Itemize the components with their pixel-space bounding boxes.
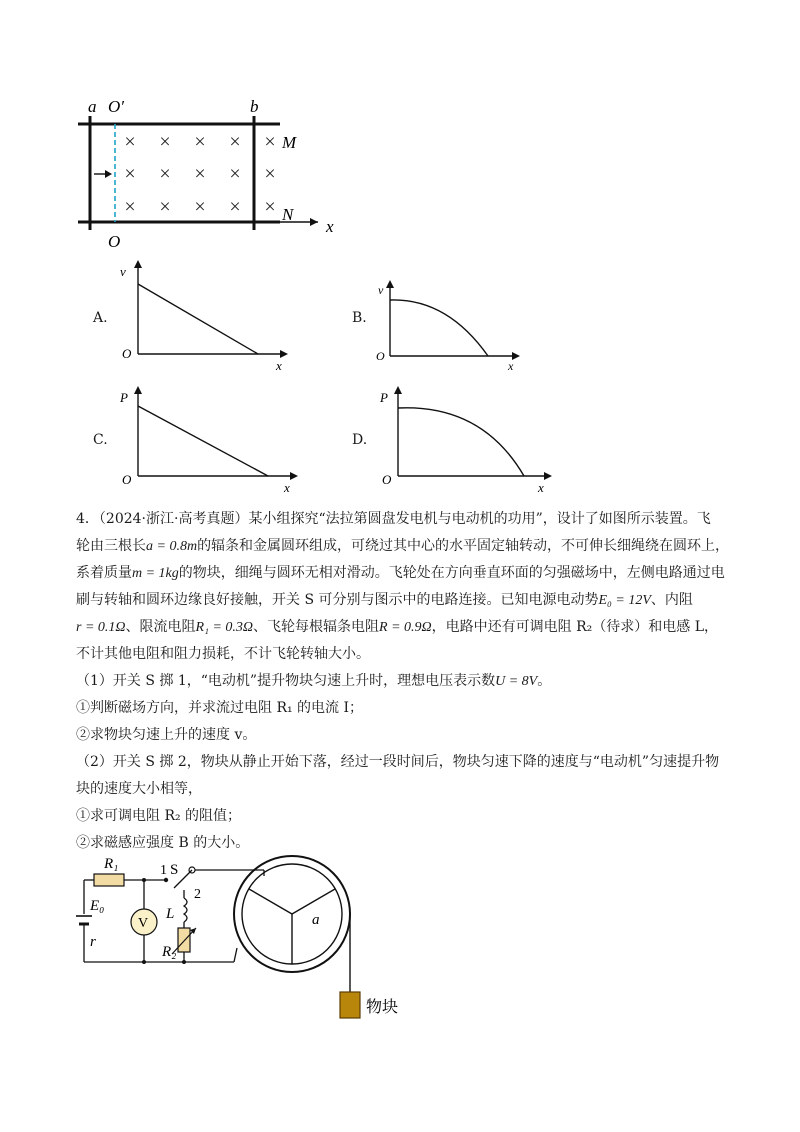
axis-x-B: x <box>508 359 514 372</box>
label-b: b <box>250 97 259 116</box>
axis-y-C: P <box>120 390 128 405</box>
field-cross: × <box>159 163 171 185</box>
label-M: M <box>282 133 297 152</box>
curve-D <box>398 408 524 476</box>
option-D-label: D. <box>352 432 368 448</box>
axis-y-D: P <box>380 390 388 405</box>
label-N: N <box>282 205 294 224</box>
question-2-ii: ②求磁感应强度 B 的大小。 <box>76 835 250 851</box>
origin-A: O <box>122 346 132 361</box>
option-C-graph <box>112 384 302 496</box>
question-2-i: ①求可调电阻 R₂ 的阻值； <box>76 808 242 824</box>
option-B-label: B. <box>352 310 367 326</box>
label-a-spoke: a <box>312 912 320 928</box>
problem-line-4: 刷与转轴和圆环边缘良好接触，开关 S 可分别与图示中的电路连接。已知电源电动势E₀ = 12V、内阻 <box>76 592 693 608</box>
field-cross: × <box>194 131 206 153</box>
resistor-R1 <box>94 874 124 886</box>
question-1: （1）开关 S 掷 1，“电动机”提升物块匀速上升时，理想电压表示数U = 8V。 <box>76 673 552 689</box>
field-cross: × <box>264 131 276 153</box>
problem-line-2: 轮由三根长a = 0.8m的辐条和金属圆环组成，可绕过其中心的水平固定轴转动，不可伸长细绳绕在圆环上， <box>76 538 730 554</box>
problem-line-5: r = 0.1Ω、限流电阻R₁ = 0.3Ω、飞轮每根辐条电阻R = 0.9Ω，电路中还有可调电阻 R₂（待求）和电感 L， <box>76 619 719 635</box>
origin-D: O <box>382 472 392 487</box>
var-m: m = 1kg <box>132 566 179 581</box>
resistor-R2 <box>178 928 190 952</box>
label-L: L <box>166 906 175 922</box>
label-r: r <box>90 934 96 950</box>
field-cross: × <box>264 196 276 218</box>
label-S: S <box>170 862 179 878</box>
problem-number: 4． <box>76 511 99 527</box>
field-cross: × <box>159 131 171 153</box>
circuit-figure <box>74 852 410 1022</box>
field-cross: × <box>194 196 206 218</box>
curve-A <box>138 284 258 354</box>
curve-C <box>138 406 268 476</box>
problem-line-3: 系着质量m = 1kg的物块，细绳与圆环无相对滑动。飞轮处在方向垂直环面的匀强磁场中，左侧电路通过电 <box>76 565 725 581</box>
curve-B <box>390 300 488 356</box>
axis-y-B: v <box>378 283 384 297</box>
field-cross: × <box>229 131 241 153</box>
field-cross: × <box>159 196 171 218</box>
label-node-1: 1 <box>160 863 167 878</box>
option-B-graph <box>372 278 522 372</box>
var-r: r = 0.1Ω <box>76 620 126 635</box>
var-R1: R₁ = 0.3Ω <box>195 620 254 635</box>
field-cross: × <box>229 196 241 218</box>
label-E0: E₀ <box>90 898 105 914</box>
field-cross: × <box>194 163 206 185</box>
field-cross: × <box>124 196 136 218</box>
origin-C: O <box>122 472 132 487</box>
axis-x-C: x <box>284 480 290 495</box>
problem-line-1: 4．（2024·浙江·高考真题）某小组探究“法拉第圆盘发电机与电动机的功用”，设计了如图所示装置。飞 <box>76 511 711 527</box>
label-R1: R₁ <box>104 856 119 872</box>
field-cross: × <box>124 163 136 185</box>
label-node-2: 2 <box>194 887 201 902</box>
problem-source: （2024·浙江·高考真题） <box>98 511 249 527</box>
axis-x-A: x <box>276 358 282 370</box>
var-E0: E₀ = 12V <box>598 593 651 608</box>
var-R: R = 0.9Ω <box>379 620 432 635</box>
label-V: V <box>138 916 149 931</box>
field-region-figure <box>70 92 360 252</box>
question-2-cont: 块的速度大小相等， <box>76 781 202 797</box>
question-1-i: ①判断磁场方向，并求流过电阻 R₁ 的电流 I； <box>76 700 364 716</box>
option-D-graph <box>372 384 558 496</box>
origin-B: O <box>376 349 385 363</box>
label-O: O <box>108 232 121 251</box>
problem-4 <box>76 506 732 857</box>
spoke-2 <box>249 889 292 914</box>
var-U: U = 8V <box>495 674 538 689</box>
label-x: x <box>326 217 334 236</box>
axis-y-A: v <box>120 264 126 279</box>
block <box>340 992 360 1018</box>
label-O-prime: O′ <box>108 97 124 116</box>
inductor-L <box>184 898 187 922</box>
label-block: 物块 <box>366 999 399 1016</box>
problem-line-6: 不计其他电阻和阻力损耗，不计飞轮转轴大小。 <box>76 646 370 662</box>
field-cross: × <box>264 163 276 185</box>
label-R2: R₂ <box>162 944 177 960</box>
var-a: a = 0.8m <box>146 539 198 554</box>
option-C-label: C. <box>93 432 108 448</box>
option-A-label: A. <box>93 310 108 326</box>
question-2: （2）开关 S 掷 2，物块从静止开始下落，经过一段时间后，物块匀速下降的速度与“电动机”匀速提升物 <box>76 754 720 770</box>
field-cross: × <box>124 131 136 153</box>
spoke-3 <box>292 889 335 914</box>
axis-x-D: x <box>538 480 544 495</box>
field-cross: × <box>229 163 241 185</box>
label-a: a <box>88 97 97 116</box>
option-A-graph <box>112 258 292 370</box>
question-1-ii: ②求物块匀速上升的速度 v。 <box>76 727 257 743</box>
